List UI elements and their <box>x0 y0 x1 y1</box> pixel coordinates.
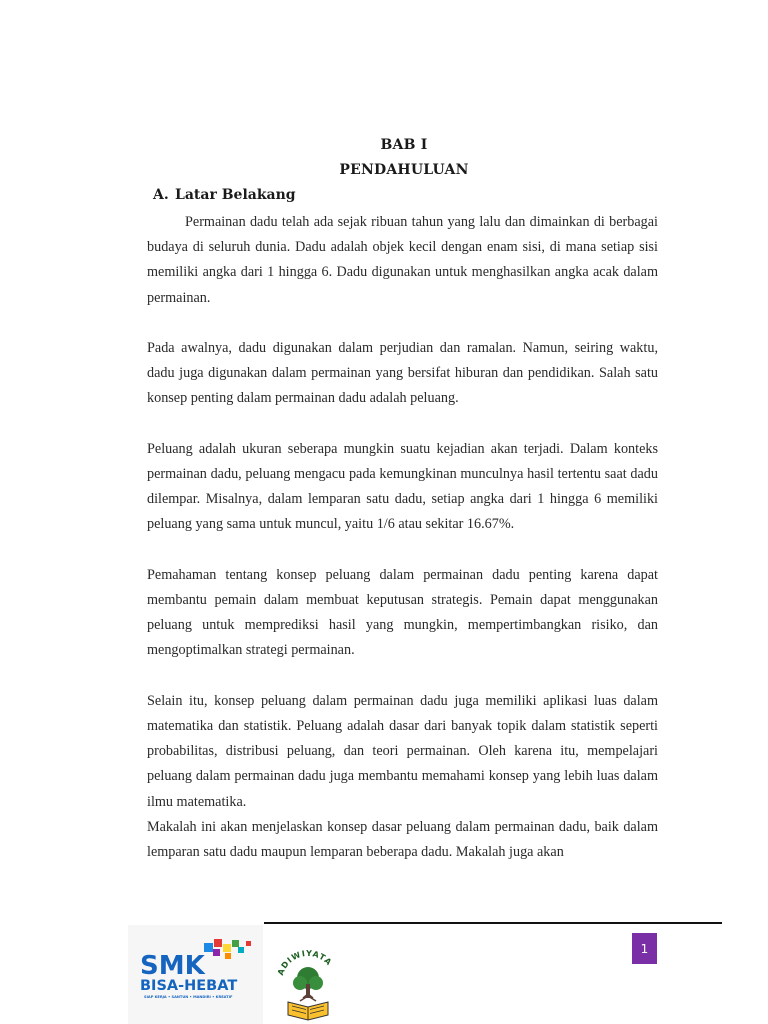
body-text <box>147 210 658 865</box>
section-title: Latar Belakang <box>175 187 296 203</box>
chapter-number: BAB I <box>380 137 428 153</box>
paragraph-1: Permainan dadu telah ada sejak ribuan tahun yang lalu dan dimainkan di berbagai budaya di seluruh dunia. Dadu adalah objek kecil dengan enam sisi, di mana setiap sisi memiliki angka dari 1 hingga 6. Dadu digunakan untuk menghasilkan angka acak dalam permainan. <box>147 214 658 306</box>
paragraph-5: Selain itu, konsep peluang dalam permainan dadu juga memiliki aplikasi luas dalam matematika dan statistik. Peluang adalah dasar dari banyak topik dalam statistik seperti probabilitas, distribusi peluang, dan teori permainan. Oleh karena itu, mempelajari peluang dalam permainan dadu juga membantu memahami konsep yang lebih luas dalam ilmu matematika. <box>147 692 658 810</box>
footer-rule <box>264 922 722 924</box>
smk-logo-tagline: SIAP KERJA • SANTUN • MANDIRI • KREATIF <box>144 995 233 999</box>
adiwiyata-logo <box>272 938 344 1024</box>
smk-bisa-hebat-logo <box>128 925 263 1024</box>
smk-logo-line2: BISA-HEBAT <box>140 978 238 994</box>
section-heading <box>153 187 296 203</box>
page-number: 1 <box>640 941 649 956</box>
adiwiyata-arc-text: ADIWIYATA <box>275 948 334 977</box>
paragraph-4: Pemahaman tentang konsep peluang dalam permainan dadu penting karena dapat membantu pemain dalam membuat keputusan strategis. Pemain dapat menggunakan peluang untuk memprediksi hasil yang mungkin, mempertimbangkan risiko, dan mengoptimalkan strategi permainan. <box>147 566 658 659</box>
chapter-title: PENDAHULUAN <box>339 162 469 178</box>
page-number-badge <box>632 933 657 964</box>
paragraph-3: Peluang adalah ukuran seberapa mungkin suatu kejadian akan terjadi. Dalam konteks permainan dadu, peluang mengacu pada kemungkinan munculnya hasil tertentu saat dadu dilempar. Misalnya, dalam lemparan satu dadu, setiap angka dari 1 hingga 6 memiliki peluang yang sama untuk muncul, yaitu 1/6 atau sekitar 16.67%. <box>147 440 658 533</box>
section-letter: A. <box>153 187 169 203</box>
paragraph-2: Pada awalnya, dadu digunakan dalam perjudian dan ramalan. Namun, seiring waktu, dadu juga digunakan dalam permainan yang bersifat hiburan dan pendidikan. Salah satu konsep penting dalam permainan dadu adalah peluang. <box>147 340 658 407</box>
smk-logo-line1: SMK <box>140 951 205 981</box>
paragraph-6: Makalah ini akan menjelaskan konsep dasar peluang dalam permainan dadu, baik dalam lemparan satu dadu maupun lemparan beberapa dadu. Makalah juga akan <box>147 818 658 861</box>
